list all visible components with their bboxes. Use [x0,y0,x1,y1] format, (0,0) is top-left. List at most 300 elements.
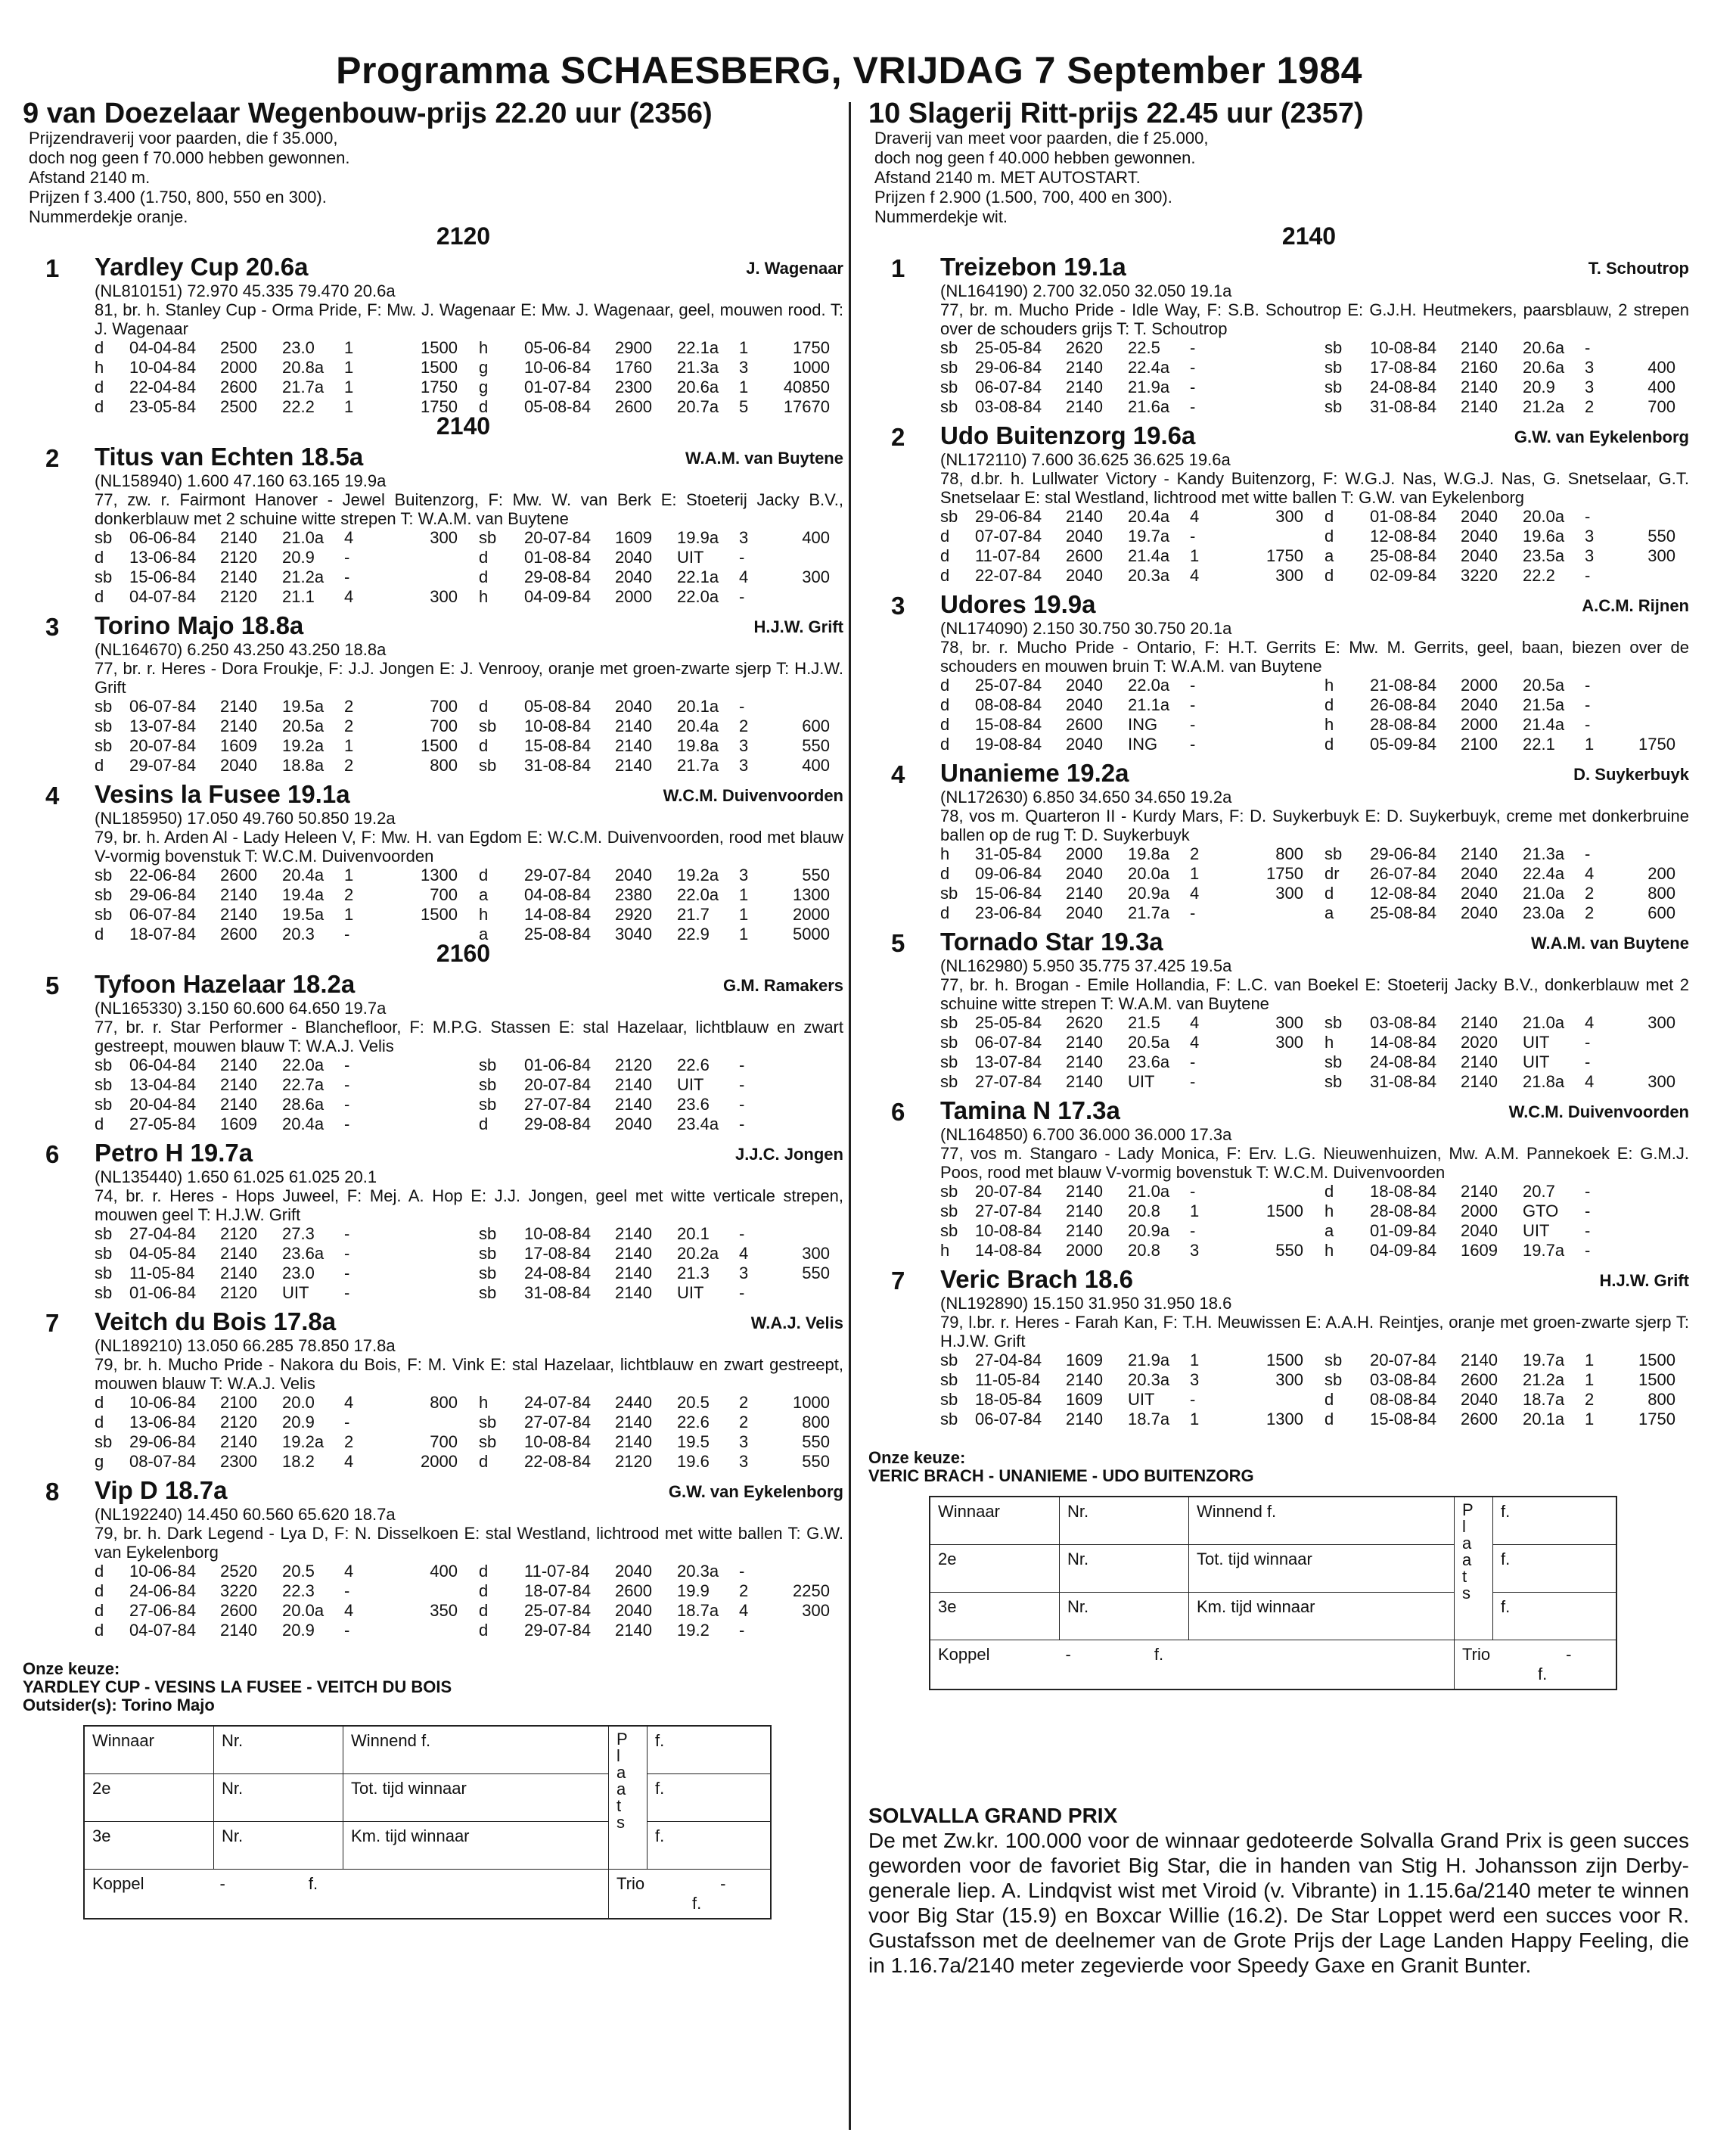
bet-form [83,1725,843,1920]
result-cell: h [940,1241,950,1260]
result-cell: d [479,567,489,586]
result-cell [769,587,830,607]
result-cell [374,1264,458,1283]
result-cell: 23.6a [282,1244,325,1263]
result-cell: - [1190,378,1196,396]
result-cell: 21.7a [282,378,325,396]
result-cell: 1750 [1638,735,1675,754]
result-cell: 2140 [615,1432,652,1451]
result-cell: 21.3a [1523,844,1565,863]
result-cell: 01-07-84 [524,378,592,396]
horse-name: Yardley Cup 20.6a [95,253,309,281]
horse-number: 2 [891,423,905,451]
horse-driver: W.C.M. Duivenvoorden [663,786,843,805]
result-cell: 2040 [1066,735,1103,754]
grid-cell: Nr. [1060,1545,1189,1593]
result-cell [769,1114,830,1134]
result-cell: - [1585,715,1591,734]
result-cell: 03-08-84 [975,397,1042,416]
result-cell: 22.1a [677,338,719,357]
result-cell [769,1075,830,1095]
result-cell: 2140 [1066,1410,1103,1428]
result-cell: 06-07-84 [975,1033,1042,1052]
result-cell: - [1585,1241,1591,1260]
horse-number: 6 [891,1098,905,1126]
result-cell: 600 [1647,903,1675,922]
result-cell: h [1325,715,1334,734]
result-cell: 29-06-84 [129,885,197,904]
distance-heading: 2120 [436,222,491,250]
result-cell: sb [940,1072,958,1091]
result-cell: 2620 [1066,1013,1103,1032]
result-cell: 40850 [783,378,830,396]
result-cell: d [95,756,104,775]
result-cell: 2140 [1066,1221,1103,1240]
result-cell: 1609 [1066,1390,1103,1409]
our-choice-text: VERIC BRACH - UNANIEME - UDO BUITENZORG [868,1466,1254,1485]
result-cell: 3 [1190,1370,1200,1389]
result-row [95,1095,830,1114]
result-cell: 01-08-84 [1370,507,1437,526]
result-cell: a [479,925,489,943]
race-intro [23,129,843,227]
result-cell: 21.3 [677,1264,710,1282]
result-cell: d [95,1413,104,1431]
result-row [95,717,830,736]
plaats-cell: P l a a t s [1455,1497,1493,1640]
result-cell: 20.3a [1128,566,1170,585]
result-row [95,528,830,548]
horse-record: (NL162980) 5.950 35.775 37.425 19.5a [940,956,1232,975]
result-cell: 2040 [1461,546,1498,565]
results-table [95,1055,830,1134]
grid-row [930,1593,1616,1640]
solvalla-article [868,1804,1689,1978]
result-cell: 1 [344,378,354,396]
result-cell: 26-08-84 [1370,695,1437,714]
result-row [95,1244,830,1264]
race-intro [868,129,1689,227]
result-cell [1220,676,1303,695]
result-cell: 19-08-84 [975,735,1042,754]
result-cell: 10-06-84 [129,1393,197,1412]
result-cell: 20.2a [677,1244,719,1263]
result-cell: 24-08-84 [1370,1052,1437,1071]
result-row [95,1393,830,1413]
result-cell: 06-06-84 [129,528,197,547]
result-cell: 1500 [421,358,458,377]
result-row [95,1114,830,1134]
result-cell: 27-07-84 [524,1413,592,1431]
result-cell: 20.5 [677,1393,710,1412]
result-cell: 1760 [615,358,652,377]
result-cell: sb [95,1264,113,1282]
result-cell: 4 [739,1244,749,1263]
result-cell: 2040 [1066,566,1103,585]
horse-number: 8 [45,1478,60,1506]
grid-cell: 3e [930,1593,1060,1640]
result-row [940,695,1675,715]
result-cell: 800 [1275,844,1303,863]
result-cell: d [479,1114,489,1133]
horse-entry [868,421,1689,586]
result-cell: 21.1a [1128,695,1170,714]
result-cell: dr [1325,864,1340,883]
grid-row [84,1726,771,1774]
horse-driver: G.W. van Eykelenborg [668,1482,843,1501]
grid-cell: Nr. [1060,1593,1189,1640]
result-cell [1220,903,1303,923]
result-cell: 4 [344,1393,354,1412]
results-table [95,866,830,944]
result-cell: 4 [344,1452,354,1471]
result-cell: 1500 [421,338,458,357]
result-cell: 800 [430,1393,458,1412]
trio-label: Trio [616,1874,645,1893]
result-cell: 2120 [615,1055,652,1074]
result-cell: sb [479,717,497,735]
result-cell: - [344,1621,350,1640]
result-cell: 1 [1585,735,1595,754]
result-row [95,338,830,358]
result-cell: d [95,587,104,606]
result-cell: 08-08-84 [1370,1390,1437,1409]
result-cell [374,1581,458,1601]
result-cell [1615,338,1675,358]
result-cell: 20.3a [1128,1370,1170,1389]
result-cell: sb [940,1351,958,1369]
result-row [940,1052,1675,1072]
result-cell: 3 [739,756,749,775]
result-cell [769,1283,830,1303]
result-cell: 2600 [1066,715,1103,734]
result-cell [769,697,830,717]
result-row [95,1055,830,1075]
grid-row [84,1870,771,1920]
result-cell: UIT [677,548,704,567]
result-cell: 2040 [1066,903,1103,922]
result-cell: 15-08-84 [975,715,1042,734]
result-row [95,1432,830,1452]
result-cell: 21.1 [282,587,315,606]
result-row [940,358,1675,378]
result-cell: 4 [1190,1033,1200,1052]
result-cell: 2 [344,697,354,716]
result-cell [1220,378,1303,397]
result-cell: - [739,697,745,716]
result-cell: 19.7a [1523,1351,1565,1369]
result-cell: 19.7a [1128,527,1170,546]
result-cell [374,1114,458,1134]
result-cell: 22.3 [282,1581,315,1600]
result-cell: 20.0 [282,1393,315,1412]
result-cell: 800 [802,1413,830,1431]
result-row [940,1241,1675,1261]
result-cell: 1 [344,358,354,377]
result-cell [374,925,458,944]
result-cell: 20.9 [1523,378,1555,396]
result-cell: 21.0a [1523,884,1565,903]
result-cell: 14-08-84 [524,905,592,924]
result-cell: sb [95,528,113,547]
result-cell: 2140 [1066,1370,1103,1389]
result-cell: 21.7a [1128,903,1170,922]
result-cell: 11-05-84 [975,1370,1041,1389]
result-cell: d [1325,507,1334,526]
result-cell: 2040 [1461,864,1498,883]
result-cell: 22-04-84 [129,378,197,396]
dash: - [219,1874,225,1893]
result-row [95,1452,830,1472]
result-row [95,1562,830,1581]
grid-cell: Nr. [1060,1497,1189,1545]
grid-cell: f. [1493,1593,1617,1640]
result-cell: 26-07-84 [1370,864,1437,883]
result-cell: 20.1 [677,1224,710,1243]
result-cell: 27-04-84 [975,1351,1042,1369]
result-cell: sb [940,397,958,416]
result-cell: - [1190,1221,1196,1240]
horse-name: Tornado Star 19.3a [940,928,1163,956]
grid-row [930,1497,1616,1545]
result-cell: d [95,548,104,567]
result-cell: sb [940,1033,958,1052]
grid-cell: Nr. [214,1774,343,1822]
result-cell: d [95,1114,104,1133]
horse-entry [23,780,843,944]
result-cell: 04-04-84 [129,338,197,357]
result-cell: sb [95,866,113,884]
horse-driver: W.A.M. van Buytene [685,449,843,468]
result-row [95,905,830,925]
result-cell: - [1190,676,1196,695]
result-cell: 4 [1585,1013,1595,1032]
result-cell: 1500 [1638,1351,1675,1369]
result-cell: 22.5 [1128,338,1160,357]
result-cell: 21.6a [1128,397,1170,416]
result-cell: 2140 [220,1075,257,1094]
f-label: f. [308,1874,318,1893]
result-cell: 2120 [220,548,257,567]
result-cell: 04-08-84 [524,885,592,904]
result-cell [769,1224,830,1244]
result-cell: g [95,1452,104,1471]
grid-cell: Tot. tijd winnaar [1189,1545,1455,1593]
result-cell: 24-06-84 [129,1581,197,1600]
result-cell: - [1190,397,1196,416]
result-cell: 23.0 [282,1264,315,1282]
result-cell: sb [479,1283,497,1302]
result-cell: 4 [344,587,354,606]
horse-entry [23,443,843,607]
result-cell: 20.8 [1128,1201,1160,1220]
result-cell: d [95,1581,104,1600]
result-cell: 12-08-84 [1370,527,1437,546]
dash: - [1065,1645,1071,1664]
result-cell: 550 [802,736,830,755]
result-cell: 2140 [1461,397,1498,416]
result-cell: - [344,1283,350,1302]
result-cell: 11-07-84 [975,546,1041,565]
result-cell: - [344,548,350,567]
result-cell: - [739,548,745,567]
result-cell: 22.7a [282,1075,325,1094]
result-cell: sb [95,1224,113,1243]
result-cell: 19.4a [282,885,325,904]
result-cell: 2140 [615,1621,652,1640]
result-cell: 2600 [1461,1370,1498,1389]
horse-name: Tamina N 17.3a [940,1096,1120,1124]
result-cell: 24-07-84 [524,1393,592,1412]
result-cell: 1609 [220,736,257,755]
result-row [95,1224,830,1244]
result-cell: 2250 [793,1581,830,1600]
horse-number: 5 [891,929,905,957]
result-cell: 20.8 [1128,1241,1160,1260]
result-cell: sb [940,1370,958,1389]
result-row [940,676,1675,695]
result-cell: 04-07-84 [129,1621,197,1640]
result-cell: 1750 [793,338,830,357]
result-cell: 25-08-84 [1370,546,1437,565]
result-row [940,735,1675,754]
result-cell: 21.0a [1523,1013,1565,1032]
result-cell: 1609 [1066,1351,1103,1369]
horse-description: 79, br. h. Arden Al - Lady Heleen V, F: Mw. H. van Egdom E: W.C.M. Duivenvoorden, rood met blauw V-vormig bovenstuk T: W.C.M. Duivenvoorden [95,828,843,866]
result-cell: 02-09-84 [1370,566,1437,585]
horse-number: 1 [891,254,905,282]
result-cell: 2300 [220,1452,257,1471]
result-cell: 19.2a [282,1432,325,1451]
result-cell: 400 [1647,358,1675,377]
result-cell: 3 [1585,358,1595,377]
result-cell: 3 [1585,546,1595,565]
result-cell: 19.6a [1523,527,1565,546]
result-cell: 23.4a [677,1114,719,1133]
result-cell [1615,844,1675,864]
result-cell: d [1325,735,1334,754]
result-row [940,566,1675,586]
result-cell: 300 [1275,884,1303,903]
result-cell: 17-08-84 [1370,358,1437,377]
result-cell: 15-08-84 [1370,1410,1437,1428]
result-cell: 13-07-84 [129,717,197,735]
result-cell: - [1585,338,1591,357]
result-cell: 1 [1585,1370,1595,1389]
result-cell: 22.2 [1523,566,1555,585]
result-cell: 200 [1647,864,1675,883]
result-cell: - [739,1283,745,1302]
result-cell: - [1585,1221,1591,1240]
result-cell: 700 [430,1432,458,1451]
result-cell: sb [479,1224,497,1243]
result-cell: 2 [1585,1390,1595,1409]
result-row [95,567,830,587]
horse-name: Vesins la Fusee 19.1a [95,780,350,808]
result-cell: 28.6a [282,1095,325,1114]
result-cell: 1750 [421,378,458,396]
plaats-cell: P l a a t s [609,1726,648,1870]
our-choice-label: Onze keuze: [868,1448,966,1467]
result-cell: 2140 [1066,1052,1103,1071]
result-row [940,397,1675,417]
result-cell: 2000 [793,905,830,924]
result-cell: 22.0a [677,587,719,606]
result-cell: 2100 [220,1393,257,1412]
result-cell: 2140 [1066,1182,1103,1201]
result-cell: 19.7a [1523,1241,1565,1260]
grid-cell: Km. tijd winnaar [1189,1593,1455,1640]
horse-name: Veric Brach 18.6 [940,1265,1134,1293]
result-cell: 22.0a [677,885,719,904]
result-cell: 2040 [615,567,652,586]
bet-grid [929,1496,1617,1690]
result-cell: 24-08-84 [524,1264,592,1282]
result-cell: 2140 [615,736,652,755]
result-cell: 20.5a [282,717,325,735]
grid-cell: f. [1493,1545,1617,1593]
grid-cell: Km. tijd winnaar [343,1822,609,1870]
result-cell: - [739,1055,745,1074]
horse-driver: H.J.W. Grift [753,617,843,636]
result-cell: 1300 [421,866,458,884]
horse-name: Udores 19.9a [940,590,1096,618]
result-cell: sb [940,378,958,396]
result-cell [1220,1052,1303,1072]
result-cell: - [344,1224,350,1243]
result-cell: - [344,567,350,586]
result-cell: 06-07-84 [129,905,197,924]
result-cell: 4 [344,1562,354,1581]
result-row [95,1283,830,1303]
horse-name: Unanieme 19.2a [940,759,1129,787]
horse-record: (NL165330) 3.150 60.600 64.650 19.7a [95,999,387,1018]
result-cell: 10-08-84 [524,1432,592,1451]
our-choice-label: Onze keuze: [23,1659,120,1678]
result-cell [1615,676,1675,695]
result-cell: d [479,1581,489,1600]
intro-line: Draverij van meet voor paarden, die f 25.000, [874,129,1209,148]
result-cell: 20.6a [1523,338,1565,357]
horse-entry [23,1139,843,1303]
result-cell: 2 [344,1432,354,1451]
horse-driver: J. Wagenaar [746,259,843,278]
results-table [940,507,1675,586]
result-cell: - [344,1095,350,1114]
result-cell: sb [940,884,958,903]
result-cell: 2140 [1066,1201,1103,1220]
result-cell: 400 [430,1562,458,1581]
horse-entry [868,928,1689,1092]
result-cell: d [95,378,104,396]
result-cell: 2920 [615,905,652,924]
result-cell: UIT [677,1283,704,1302]
result-cell: 20-04-84 [129,1095,197,1114]
result-cell: 2040 [615,866,652,884]
result-cell: 2140 [1066,1072,1103,1091]
result-cell: - [1190,715,1196,734]
result-cell: 300 [1275,566,1303,585]
result-cell: 2000 [220,358,257,377]
result-cell: 20.0a [1523,507,1565,526]
result-cell: 04-09-84 [1370,1241,1437,1260]
result-cell: 1 [1190,546,1200,565]
result-cell: 15-06-84 [129,567,197,586]
result-cell: - [344,925,350,943]
result-cell: sb [1325,844,1343,863]
horse-driver: W.C.M. Duivenvoorden [1508,1102,1689,1121]
horse-description: 77, vos m. Stangaro - Lady Monica, F: Erv. L.G. Nieuwenhuizen, Mw. A.M. Pannekoek E: G.M.J. Poos, rood met blauw V-vormig bovenstuk T: W.C.M. Duivenvoorden [940,1144,1689,1182]
